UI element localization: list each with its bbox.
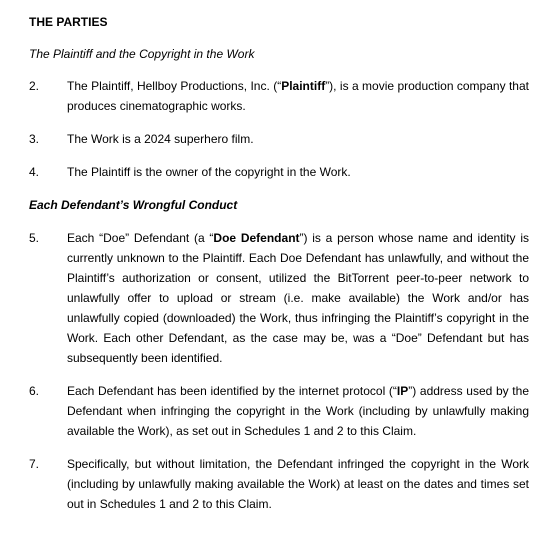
paragraph-number: 4. (29, 165, 40, 179)
paragraph-text (67, 381, 529, 441)
document-page (29, 8, 529, 514)
text-run: ”), is a movie production company that produces cinematographic works. (67, 79, 529, 113)
text-run: The Work is a 2024 superhero film. (67, 132, 254, 146)
paragraph-text (67, 76, 529, 116)
text-run: The Plaintiff, Hellboy Productions, Inc. (“ (67, 79, 282, 93)
paragraph-text (67, 228, 529, 368)
subsection-title-wrongful-conduct: Each Defendant’s Wrongful Conduct (29, 198, 238, 212)
paragraph-number: 5. (29, 231, 40, 245)
paragraph-text (67, 454, 529, 514)
section-heading: THE PARTIES (29, 15, 108, 29)
text-run: Each “Doe” Defendant (a “ (67, 231, 214, 245)
paragraph-number: 3. (29, 132, 40, 146)
paragraph-number: 7. (29, 457, 40, 471)
paragraph-5 (29, 228, 529, 368)
paragraph-4 (29, 162, 529, 182)
paragraph-number: 6. (29, 384, 40, 398)
paragraph-3 (29, 129, 529, 149)
paragraph-text (67, 129, 529, 149)
paragraph-2 (29, 76, 529, 116)
defined-term: Doe Defendant (213, 231, 300, 245)
defined-term: Plaintiff (281, 79, 326, 93)
subsection-title-copyright: The Plaintiff and the Copyright in the Work (29, 47, 255, 61)
defined-term: IP (396, 384, 409, 398)
text-run: Specifically, but without limitation, the Defendant infringed the copyright in the Work (including by unlawfully making available the Work) at least on the dates and times set out in Schedules 1 and 2 to this Claim. (67, 457, 529, 511)
paragraph-text (67, 162, 529, 182)
paragraph-number: 2. (29, 79, 40, 93)
paragraph-6 (29, 381, 529, 441)
text-run: Each Defendant has been identified by the internet protocol (“ (67, 384, 397, 398)
text-run: ”) address used by the Defendant when infringing the copyright in the Work (including by unlawfully making available the Work), as set out in Schedules 1 and 2 to this Claim. (67, 384, 529, 438)
paragraph-7 (29, 454, 529, 514)
text-run: The Plaintiff is the owner of the copyright in the Work. (67, 165, 351, 179)
text-run: ”) is a person whose name and identity is currently unknown to the Plaintiff. Each Doe Defendant has unlawfully, and without the Plaintiff’s authorization or consent, utilized the BitTorrent peer-to-peer network to unlawfully offer to upload or stream (i.e. make available) the Work and/or has unlawfully copied (downloaded) the Work, thus infringing the Plaintiff’s copyright in the Work. Each other Defendant, as the case may be, was a “Doe” Defendant but has subsequently been identified. (67, 231, 529, 365)
